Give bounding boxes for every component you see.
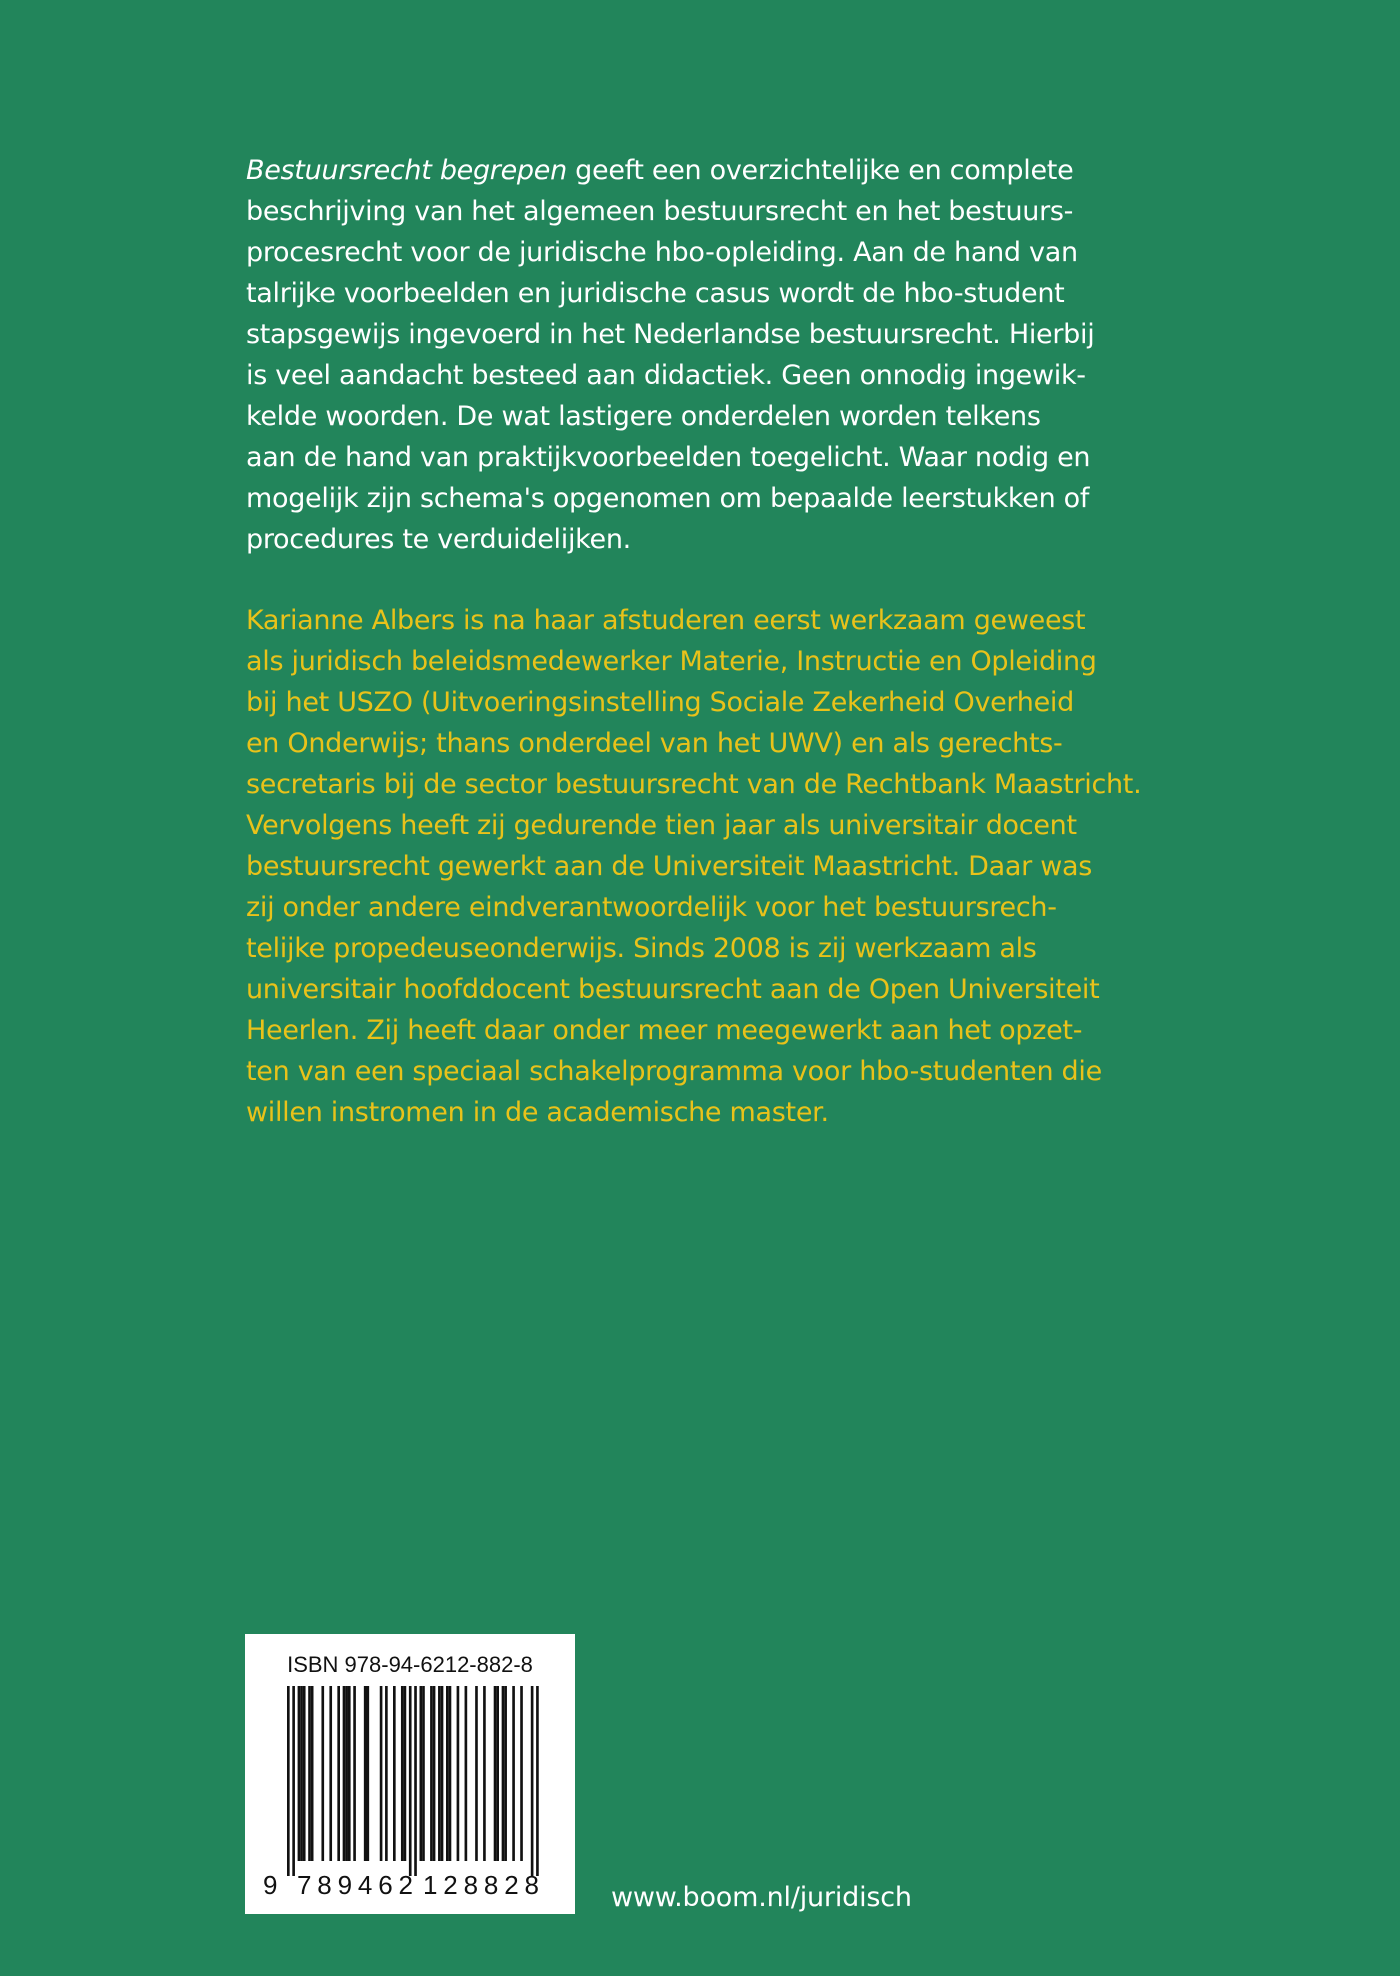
description-line: aan de hand van praktijkvoorbeelden toegelicht. Waar nodig en xyxy=(246,442,1091,473)
bio-line: Karianne Albers is na haar afstuderen eerst werkzaam geweest xyxy=(246,605,1086,636)
barcode-bar xyxy=(433,1686,436,1861)
barcode-bar xyxy=(483,1686,486,1861)
description-line: is veel aandacht besteed aan didactiek. Geen onnodig ingewik- xyxy=(246,360,1086,391)
barcode-guard-bar xyxy=(531,1686,534,1876)
description-line: procesrecht voor de juridische hbo-opleiding. Aan de hand van xyxy=(246,237,1078,268)
bio-line: bij het USZO (Uitvoeringsinstelling Sociale Zekerheid Overheid xyxy=(246,687,1074,718)
barcode-bar xyxy=(457,1686,460,1861)
bio-line: Vervolgens heeft zij gedurende tien jaar als universitair docent xyxy=(246,810,1077,841)
bio-line: telijke propedeuseonderwijs. Sinds 2008 is zij werkzaam als xyxy=(246,933,1037,964)
barcode-graphic xyxy=(245,1634,575,1914)
description-line: stapsgewijs ingevoerd in het Nederlandse bestuursrecht. Hierbij xyxy=(246,319,1095,350)
bio-line: zij onder andere eindverantwoordelijk voor het bestuursrech- xyxy=(246,892,1057,923)
description-line: procedures te verduidelijken. xyxy=(246,524,631,555)
bio-line: secretaris bij de sector bestuursrecht van de Rechtbank Maastricht. xyxy=(246,769,1142,800)
bio-line: ten van een speciaal schakelprogramma voor hbo-studenten die xyxy=(246,1056,1102,1087)
barcode-bar xyxy=(504,1686,507,1861)
barcode-guard-bar xyxy=(409,1686,412,1876)
barcode-bar xyxy=(520,1686,523,1861)
barcode-bar xyxy=(343,1686,346,1861)
barcode-bar xyxy=(329,1686,332,1861)
bio-line: bestuursrecht gewerkt aan de Universiteit Maastricht. Daar was xyxy=(246,851,1093,882)
description-line-1-rest: geeft een overzichtelijke en complete xyxy=(566,155,1074,186)
barcode-bar xyxy=(380,1686,383,1861)
barcode-bar xyxy=(321,1686,324,1861)
barcode-guard-bar xyxy=(292,1686,295,1876)
description-line-1 xyxy=(246,150,1166,191)
barcode-guard-bar xyxy=(536,1686,539,1876)
barcode-bar xyxy=(345,1686,348,1861)
barcode-bar xyxy=(300,1686,303,1861)
barcode-bar xyxy=(311,1686,314,1861)
barcode-bar xyxy=(401,1686,404,1861)
isbn-label: ISBN 978-94-6212-882-8 xyxy=(287,1652,533,1677)
barcode-bar xyxy=(303,1686,306,1861)
barcode-bar xyxy=(393,1686,396,1861)
barcode-bar xyxy=(512,1686,515,1861)
barcode-bar xyxy=(308,1686,311,1861)
barcode-bar xyxy=(449,1686,452,1861)
barcode-digits-left: 789462 xyxy=(297,1870,413,1900)
barcode-bar xyxy=(430,1686,433,1861)
barcode-bar xyxy=(348,1686,351,1861)
barcode-bar xyxy=(494,1686,497,1861)
barcode-bar xyxy=(475,1686,478,1861)
barcode-bar xyxy=(337,1686,340,1861)
description-line: kelde woorden. De wat lastigere onderdelen worden telkens xyxy=(246,401,1041,432)
bio-line: en Onderwijs; thans onderdeel van het UWV) en als gerechts- xyxy=(246,728,1063,759)
barcode-bar xyxy=(441,1686,444,1861)
barcode-bar xyxy=(298,1686,301,1861)
barcode-bar xyxy=(446,1686,449,1861)
description-line: mogelijk zijn schema's opgenomen om bepaalde leerstukken of xyxy=(246,483,1090,514)
barcode-bar xyxy=(502,1686,505,1861)
barcode-bar xyxy=(404,1686,407,1861)
barcode-bar xyxy=(353,1686,356,1861)
isbn-barcode-panel xyxy=(245,1634,575,1914)
barcode-bar xyxy=(367,1686,370,1861)
publisher-website: www.boom.nl/juridisch xyxy=(611,1882,912,1913)
book-title-italic: Bestuursrecht begrepen xyxy=(246,155,567,186)
bio-line: universitair hoofddocent bestuursrecht aan de Open Universiteit xyxy=(246,974,1100,1005)
barcode-bar xyxy=(364,1686,367,1861)
description-line: beschrijving van het algemeen bestuursrecht en het bestuurs- xyxy=(246,196,1074,227)
barcode-bar xyxy=(438,1686,441,1861)
barcode-bars xyxy=(287,1686,539,1876)
barcode-bar xyxy=(465,1686,468,1861)
barcode-bar xyxy=(496,1686,499,1861)
barcode-digits-right: 128828 xyxy=(423,1870,539,1900)
bio-line: als juridisch beleidsmedewerker Materie, Instructie en Opleiding xyxy=(246,646,1097,677)
description-line: talrijke voorbeelden en juridische casus wordt de hbo-student xyxy=(246,278,1065,309)
author-biography xyxy=(246,600,1166,1133)
barcode-bar xyxy=(422,1686,425,1861)
barcode-guard-bar xyxy=(287,1686,290,1876)
bio-line: Heerlen. Zij heeft daar onder meer meegewerkt aan het opzet- xyxy=(246,1015,1083,1046)
barcode-bar xyxy=(420,1686,423,1861)
bio-line: willen instromen in de academische master. xyxy=(246,1097,829,1128)
barcode-digit-first: 9 xyxy=(263,1870,278,1900)
barcode-bar xyxy=(385,1686,388,1861)
book-description xyxy=(246,150,1166,560)
barcode-guard-bar xyxy=(414,1686,417,1876)
